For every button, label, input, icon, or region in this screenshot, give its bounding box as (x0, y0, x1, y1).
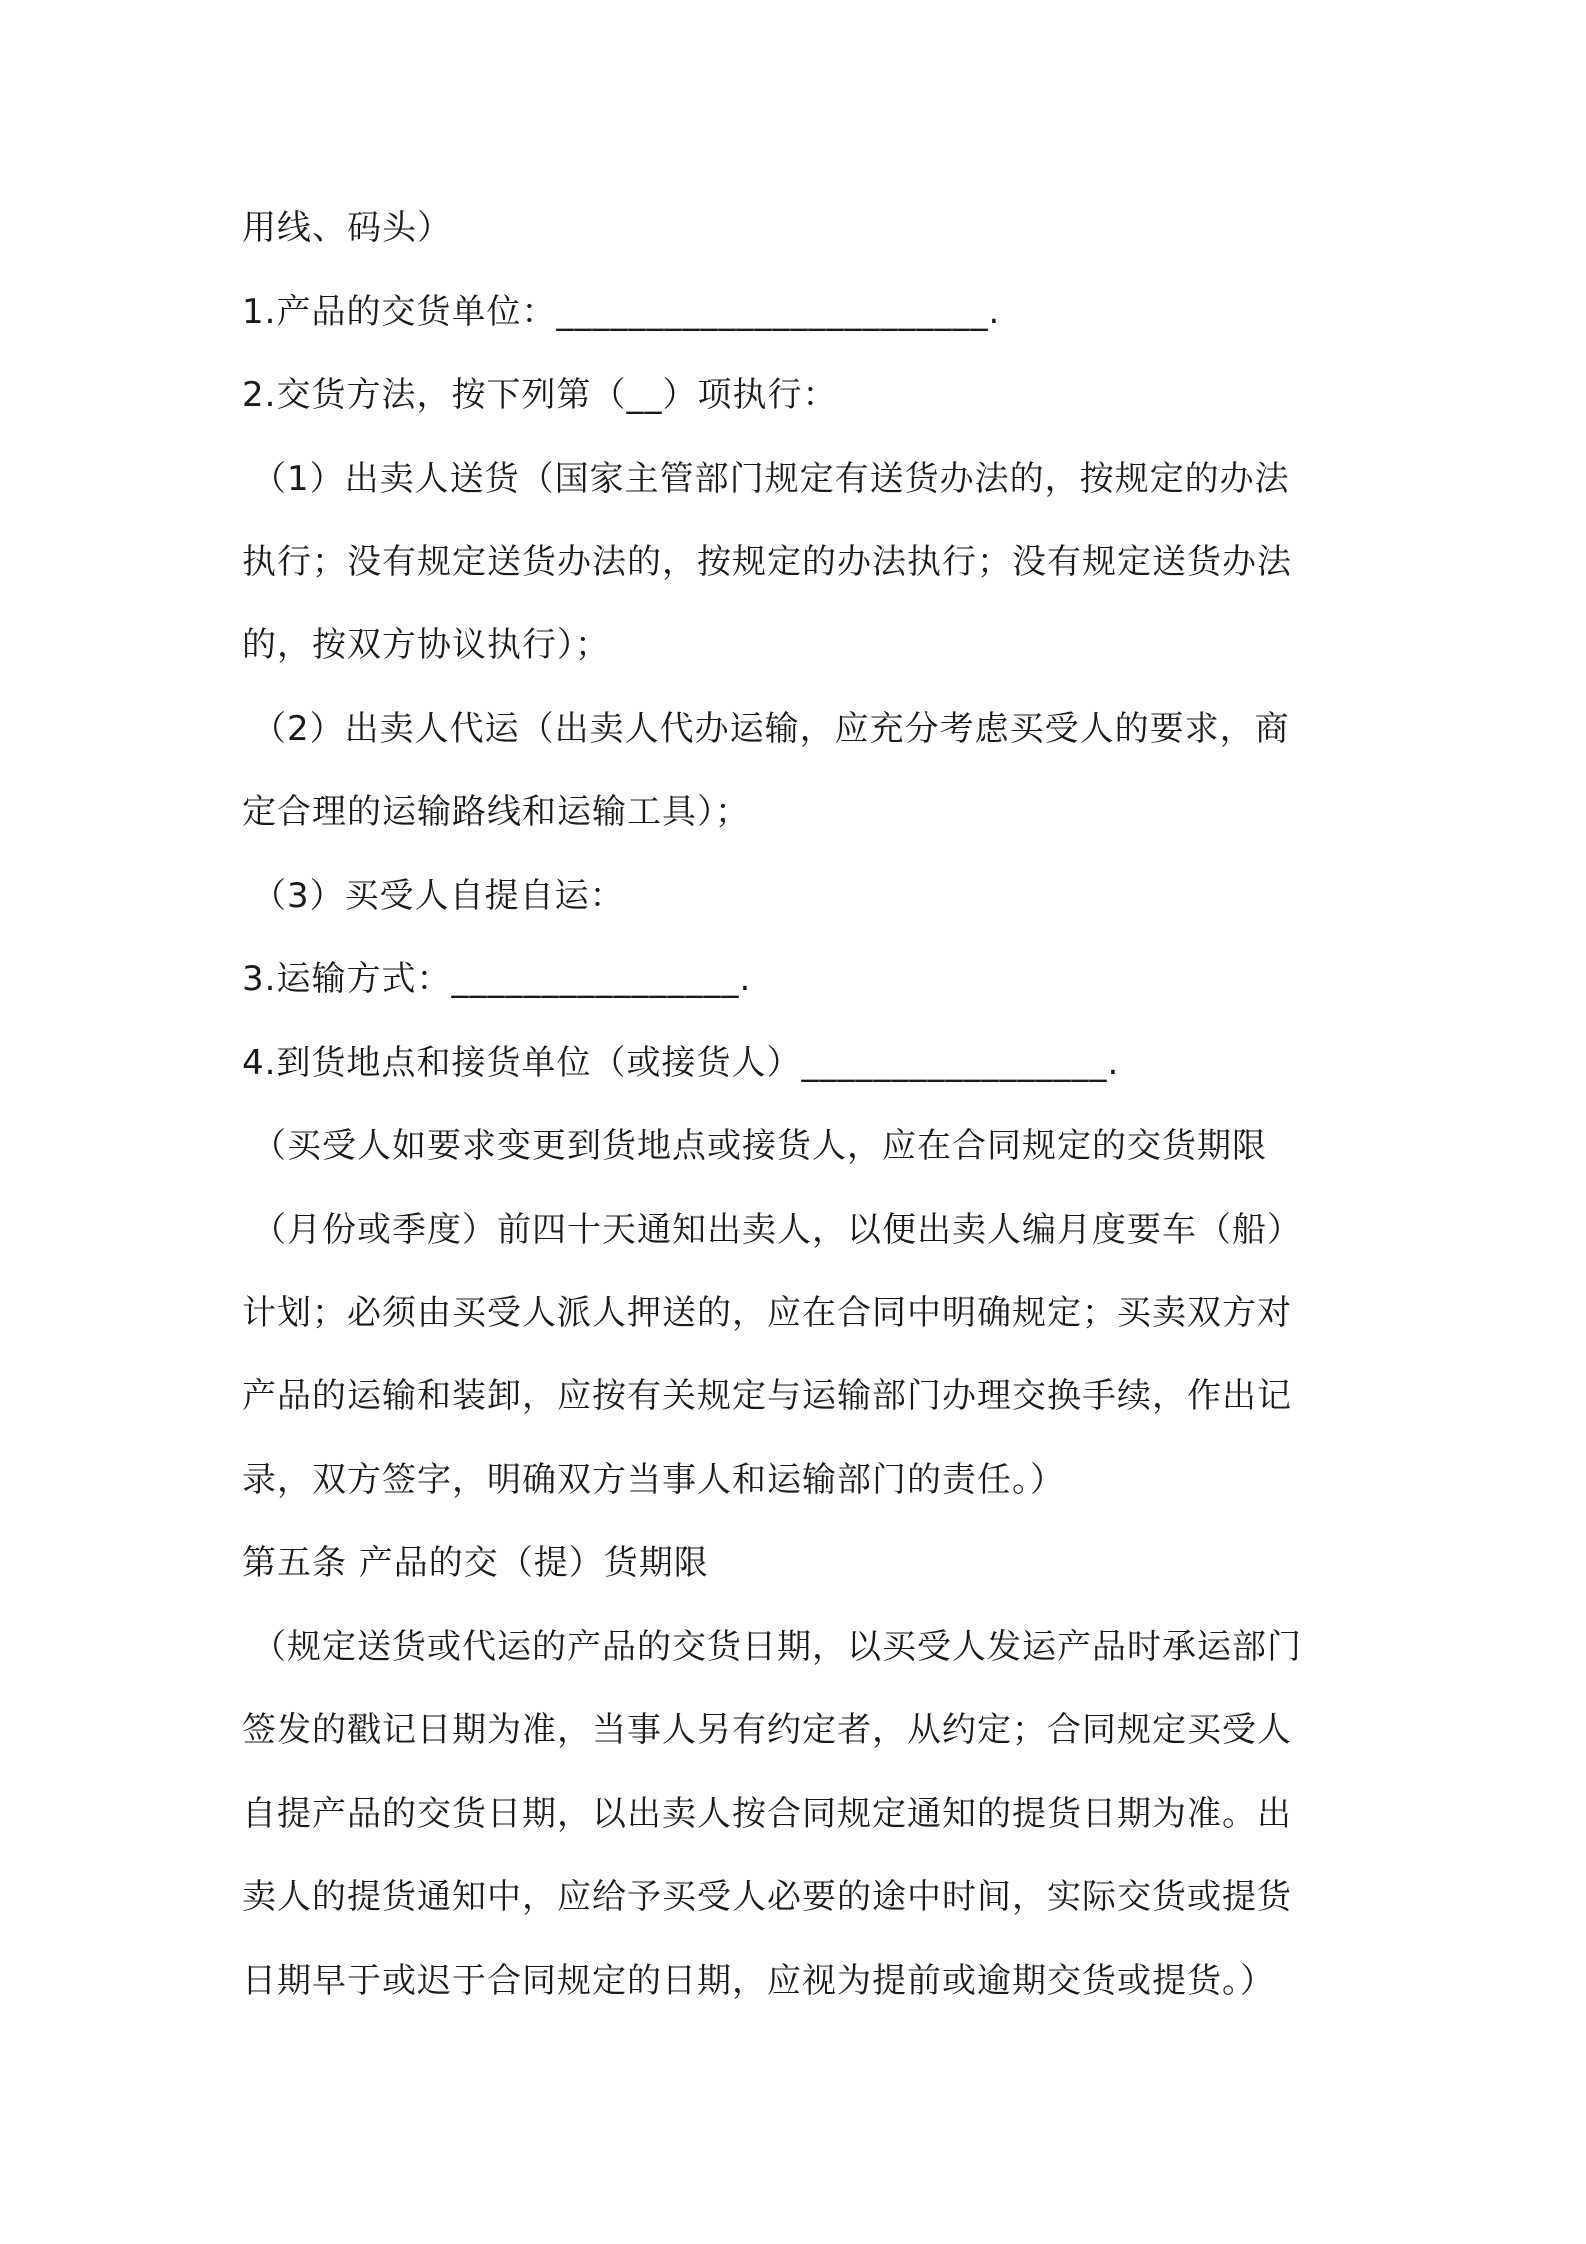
text-line: 自提产品的交货日期，以出卖人按合同规定通知的提货日期为准。出 (242, 1794, 1292, 1834)
transport-mode-line: 3.运输方式：________________. (242, 959, 752, 999)
text-line: 签发的戳记日期为准，当事人另有约定者，从约定；合同规定买受人 (242, 1710, 1292, 1750)
text-line: 计划；必须由买受人派人押送的，应在合同中明确规定；买卖双方对 (242, 1293, 1292, 1333)
delivery-unit-line: 1.产品的交货单位：________________________. (242, 292, 1001, 332)
text-line: 卖人的提货通知中，应给予买受人必要的途中时间，实际交货或提货 (242, 1877, 1292, 1917)
destination-line: 4.到货地点和接货单位（或接货人）_________________. (242, 1043, 1120, 1083)
text-line: 定合理的运输路线和运输工具）； (242, 792, 750, 832)
text-line: （月份或季度）前四十天通知出卖人，以便出卖人编月度要车（船） (252, 1210, 1302, 1250)
text-line: 日期早于或迟于合同规定的日期，应视为提前或逾期交货或提货。） (242, 1961, 1275, 2001)
option-3-line: （3）买受人自提自运： (252, 876, 625, 916)
text-line: 执行；没有规定送货办法的，按规定的办法执行；没有规定送货办法 (242, 542, 1292, 582)
text-line: 产品的运输和装卸，应按有关规定与运输部门办理交换手续，作出记 (242, 1376, 1292, 1416)
text-line: 用线、码头） (242, 208, 452, 248)
text-line: （规定送货或代运的产品的交货日期，以买受人发运产品时承运部门 (252, 1627, 1302, 1667)
delivery-method-line: 2.交货方法，按下列第（__）项执行： (242, 375, 838, 415)
note-line: （买受人如要求变更到货地点或接货人，应在合同规定的交货期限 (252, 1126, 1267, 1166)
article-heading: 第五条 产品的交（提）货期限 (242, 1543, 709, 1583)
text-line: 的，按双方协议执行）； (242, 625, 610, 665)
option-2-line: （2）出卖人代运（出卖人代办运输，应充分考虑买受人的要求，商 (252, 709, 1290, 749)
option-1-line: （1）出卖人送货（国家主管部门规定有送货办法的，按规定的办法 (252, 459, 1290, 499)
text-line: 录，双方签字，明确双方当事人和运输部门的责任。） (242, 1460, 1065, 1500)
